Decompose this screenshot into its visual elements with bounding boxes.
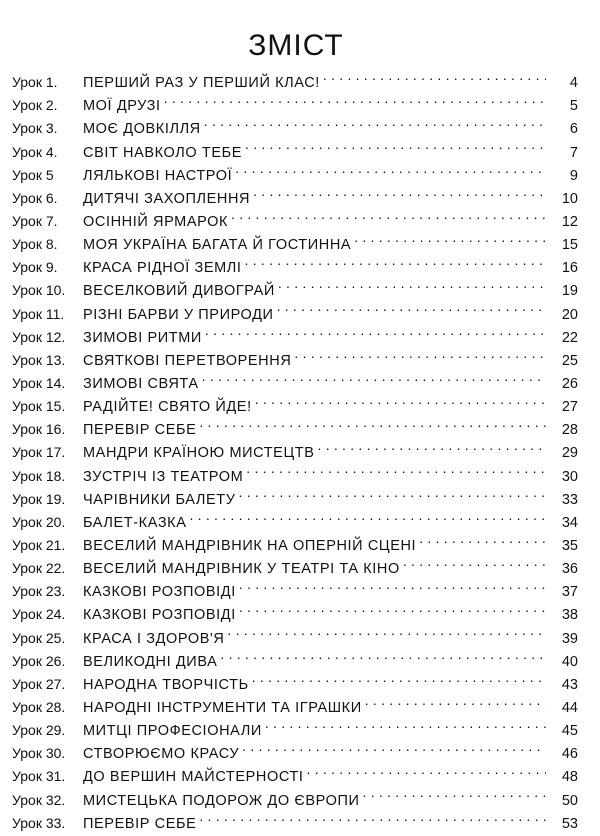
toc-lesson-title: КАЗКОВІ РОЗПОВІДІ — [83, 607, 236, 624]
toc-page-number: 4 — [569, 75, 578, 92]
toc-page-number: 22 — [561, 329, 578, 346]
toc-lesson-title: МОЯ УКРАЇНА БАГАТА Й ГОСТИННА — [83, 237, 352, 254]
toc-lesson-number: Урок 16. — [12, 421, 66, 438]
toc-page-number: 39 — [561, 630, 578, 647]
toc-page-number: 16 — [561, 260, 578, 277]
toc-lesson-number: Урок 29. — [12, 722, 66, 739]
toc-lesson-title: КРАСА І ЗДОРОВ'Я — [83, 630, 225, 647]
toc-dot-leader — [235, 157, 546, 180]
toc-lesson-title: РАДІЙТЕ! СВЯТО ЙДЕ! — [83, 399, 252, 416]
toc-page-number: 6 — [569, 121, 578, 138]
toc-dot-leader — [252, 666, 546, 689]
toc-page-number: 10 — [561, 190, 578, 207]
toc-page-number: 33 — [561, 491, 578, 508]
toc-dot-leader — [205, 319, 546, 342]
toc-lesson-title: СВЯТКОВІ ПЕРЕТВОРЕННЯ — [83, 352, 292, 369]
toc-lesson-title: МАНДРИ КРАЇНОЮ МИСТЕЦТВ — [83, 445, 315, 462]
toc-lesson-number: Урок 14. — [12, 374, 66, 391]
toc-lesson-title: ЗИМОВІ СВЯТА — [83, 375, 199, 392]
toc-dot-leader — [199, 411, 546, 434]
toc-page-number: 46 — [561, 746, 578, 763]
toc-lesson-number: Урок 33. — [12, 814, 66, 831]
toc-page-number: 5 — [569, 98, 578, 115]
toc-lesson-number: Урок 4. — [12, 143, 58, 160]
toc-dot-leader — [245, 133, 546, 156]
toc-dot-leader — [239, 596, 546, 619]
toc-lesson-number: Урок 12. — [12, 328, 66, 345]
toc-dot-leader — [231, 203, 546, 226]
toc-dot-leader — [363, 781, 546, 804]
toc-dot-leader — [253, 180, 546, 203]
toc-page-number: 38 — [561, 607, 578, 624]
toc-dot-leader — [278, 272, 546, 295]
toc-lesson-number: Урок 31. — [12, 768, 66, 785]
toc-lesson-number: Урок 20. — [12, 513, 66, 530]
toc-lesson-number: Урок 19. — [12, 490, 66, 507]
table-of-contents — [12, 64, 578, 832]
toc-page-number: 19 — [561, 283, 578, 300]
toc-dot-leader — [365, 689, 546, 712]
toc-lesson-title: ОСІННІЙ ЯРМАРОК — [83, 213, 229, 230]
toc-dot-leader — [323, 64, 546, 87]
toc-dot-leader — [190, 504, 547, 527]
toc-page-number: 48 — [561, 769, 578, 786]
toc-page-number: 43 — [561, 676, 578, 693]
toc-dot-leader — [164, 87, 546, 110]
toc-dot-leader — [403, 550, 546, 573]
toc-lesson-title: ПЕРЕВІР СЕБЕ — [83, 815, 197, 832]
toc-lesson-number: Урок 17. — [12, 444, 66, 461]
toc-lesson-number: Урок 13. — [12, 351, 66, 368]
toc-dot-leader — [419, 527, 546, 550]
toc-lesson-title: ЗИМОВІ РИТМИ — [83, 329, 202, 346]
toc-lesson-number: Урок 11. — [12, 305, 65, 322]
toc-lesson-number: Урок 10. — [12, 282, 66, 299]
toc-lesson-title: МИТЦІ ПРОФЕСІОНАЛИ — [83, 723, 262, 740]
toc-dot-leader — [277, 295, 546, 318]
toc-lesson-title: МИСТЕЦЬКА ПОДОРОЖ ДО ЄВРОПИ — [83, 792, 360, 809]
toc-page-number: 44 — [561, 699, 578, 716]
toc-dot-leader — [318, 434, 546, 457]
toc-lesson-number: Урок 8. — [12, 236, 58, 253]
toc-lesson-title: ВЕСЕЛКОВИЙ ДИВОГРАЙ — [83, 283, 275, 300]
toc-page-number: 15 — [561, 237, 578, 254]
toc-lesson-number: Урок 6. — [12, 189, 58, 206]
toc-page-number: 50 — [561, 792, 578, 809]
toc-dot-leader — [227, 619, 546, 642]
toc-lesson-title: ПЕРШИЙ РАЗ У ПЕРШИЙ КЛАС! — [83, 75, 320, 92]
toc-lesson-title: БАЛЕТ-КАЗКА — [83, 514, 187, 531]
toc-lesson-title: ДИТЯЧІ ЗАХОПЛЕННЯ — [83, 190, 251, 207]
toc-page-number: 12 — [561, 213, 578, 230]
toc-dot-leader — [245, 249, 546, 272]
toc-lesson-title: ВЕЛИКОДНІ ДИВА — [83, 653, 218, 670]
toc-lesson-number: Урок 23. — [12, 583, 66, 600]
toc-page-number: 36 — [561, 561, 578, 578]
toc-lesson-title: ВЕСЕЛИЙ МАНДРІВНИК У ТЕАТРІ ТА КІНО — [83, 561, 400, 578]
toc-page-number: 29 — [561, 445, 578, 462]
toc-page-number: 20 — [561, 306, 578, 323]
toc-page-number: 35 — [561, 537, 578, 554]
toc-lesson-number: Урок 7. — [12, 212, 58, 229]
toc-lesson-number: Урок 21. — [12, 536, 66, 553]
toc-lesson-title: ЛЯЛЬКОВІ НАСТРОЇ — [83, 167, 233, 184]
toc-lesson-number: Урок 30. — [12, 745, 66, 762]
toc-lesson-title: ДО ВЕРШИН МАЙСТЕРНОСТІ — [83, 769, 304, 786]
toc-lesson-number: Урок 25. — [12, 629, 66, 646]
toc-page-number: 45 — [561, 723, 578, 740]
toc-lesson-number: Урок 18. — [12, 467, 66, 484]
toc-page-number: 30 — [561, 468, 578, 485]
toc-lesson-number: Урок 1. — [12, 74, 58, 91]
toc-lesson-title: МОЄ ДОВКІЛЛЯ — [83, 121, 201, 138]
toc-lesson-title: КРАСА РІДНОЇ ЗЕМЛІ — [83, 260, 242, 277]
toc-dot-leader — [204, 110, 546, 133]
toc-lesson-number: Урок 5 — [12, 166, 54, 183]
toc-page-number: 53 — [561, 815, 578, 832]
toc-dot-leader — [294, 342, 546, 365]
toc-page-number: 9 — [569, 167, 578, 184]
toc-lesson-title: ВЕСЕЛИЙ МАНДРІВНИК НА ОПЕРНІЙ СЦЕНІ — [83, 537, 417, 554]
toc-dot-leader — [307, 758, 546, 781]
toc-lesson-number: Урок 26. — [12, 652, 66, 669]
toc-dot-leader — [255, 388, 546, 411]
toc-page-number: 7 — [569, 144, 578, 161]
toc-page-number: 37 — [561, 584, 578, 601]
toc-page-number: 25 — [561, 352, 578, 369]
toc-entry — [12, 64, 578, 92]
toc-lesson-title: КАЗКОВІ РОЗПОВІДІ — [83, 584, 236, 601]
toc-dot-leader — [265, 712, 546, 735]
toc-lesson-title: НАРОДНІ ІНСТРУМЕНТИ ТА ІГРАШКИ — [83, 699, 362, 716]
toc-dot-leader — [199, 805, 546, 828]
toc-lesson-number: Урок 15. — [12, 398, 66, 415]
toc-lesson-title: МОЇ ДРУЗІ — [83, 98, 161, 115]
toc-lesson-title: СТВОРЮЄМО КРАСУ — [83, 746, 240, 763]
toc-dot-leader — [242, 735, 546, 758]
toc-lesson-title: НАРОДНА ТВОРЧІСТЬ — [83, 676, 249, 693]
toc-lesson-number: Урок 3. — [12, 120, 58, 137]
toc-page-number: 26 — [561, 375, 578, 392]
toc-lesson-title: СВІТ НАВКОЛО ТЕБЕ — [83, 144, 243, 161]
toc-lesson-title: РІЗНІ БАРВИ У ПРИРОДИ — [83, 306, 274, 323]
toc-page-number: 28 — [561, 422, 578, 439]
toc-lesson-number: Урок 32. — [12, 791, 66, 808]
toc-dot-leader — [239, 573, 546, 596]
toc-dot-leader — [239, 481, 546, 504]
toc-dot-leader — [202, 365, 546, 388]
toc-page-number: 40 — [561, 653, 578, 670]
toc-dot-leader — [220, 643, 546, 666]
toc-lesson-number: Урок 27. — [12, 675, 66, 692]
toc-lesson-number: Урок 9. — [12, 259, 58, 276]
toc-lesson-title: ПЕРЕВІР СЕБЕ — [83, 422, 197, 439]
page-title: ЗМІСТ — [248, 29, 344, 62]
toc-page-number: 27 — [561, 399, 578, 416]
toc-lesson-number: Урок 28. — [12, 698, 66, 715]
toc-dot-leader — [246, 457, 546, 480]
toc-dot-leader — [354, 226, 546, 249]
toc-page-number: 34 — [561, 514, 578, 531]
toc-lesson-number: Урок 22. — [12, 560, 66, 577]
toc-lesson-title: ЧАРІВНИКИ БАЛЕТУ — [83, 491, 236, 508]
toc-lesson-number: Урок 2. — [12, 97, 58, 114]
toc-lesson-title: ЗУСТРІЧ ІЗ ТЕАТРОМ — [83, 468, 244, 485]
toc-lesson-number: Урок 24. — [12, 606, 66, 623]
